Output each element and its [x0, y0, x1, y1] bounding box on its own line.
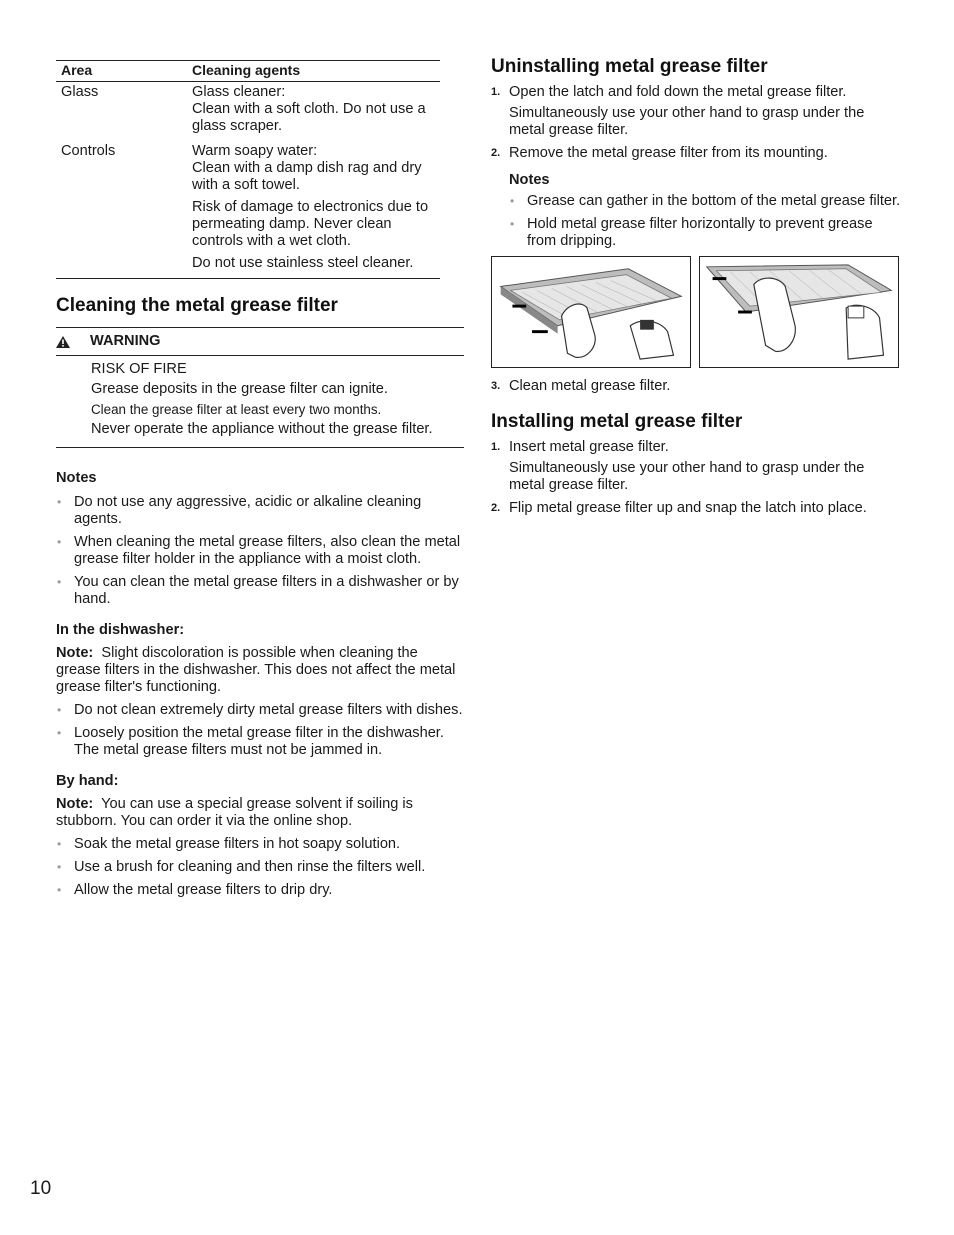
page-number: 10: [30, 1178, 52, 1199]
filter-removal-illustration: [491, 256, 691, 368]
step-text: Insert metal grease filter.: [509, 439, 669, 455]
step-number: 2.: [491, 502, 501, 514]
warning-line: RISK OF FIRE: [91, 361, 187, 377]
note-text: You can use a special grease solvent if soiling is stubborn. You can order it via the online shop.: [56, 796, 413, 829]
uninstall-step-3: [491, 378, 901, 395]
cleaning-agents-table: [56, 60, 440, 279]
notes-heading: Notes: [56, 470, 97, 486]
warning-line: Never operate the appliance without the grease filter.: [91, 421, 433, 437]
by-hand-note: [56, 796, 464, 830]
note-label: Note:: [56, 645, 94, 661]
dishwasher-list: [56, 702, 464, 759]
filter-holding-illustration: [699, 256, 899, 368]
notes-list: [509, 193, 901, 250]
warning-line: Clean the grease filter at least every two months.: [91, 402, 382, 417]
list-item: • Soak the metal grease filters in hot soapy solution.: [56, 836, 464, 853]
agent-text: Glass cleaner: Clean with a soft cloth. Do not use a glass scraper.: [192, 84, 426, 134]
warning-triangle-icon: [56, 336, 70, 348]
step-number: 1.: [491, 441, 501, 453]
list-item: • When cleaning the metal grease filters, also clean the metal grease filter holder in the appliance with a moist cloth.: [56, 534, 464, 568]
table-header-row: [56, 61, 440, 82]
agent-text: Do not use stainless steel cleaner.: [192, 255, 414, 271]
warning-label: WARNING: [90, 333, 161, 349]
step-item: [491, 439, 901, 494]
step-item: [491, 145, 901, 162]
step-text: Remove the metal grease filter from its mounting.: [509, 145, 828, 161]
step-number: 3.: [491, 380, 501, 392]
by-hand-heading: By hand:: [56, 773, 119, 789]
section-title-uninstalling: Uninstalling metal grease filter: [491, 56, 768, 77]
step-text: Simultaneously use your other hand to grasp under the metal grease filter.: [509, 105, 865, 138]
install-steps: [491, 439, 901, 517]
list-item: • Do not clean extremely dirty metal grease filters with dishes.: [56, 702, 464, 719]
note-label: Note:: [56, 796, 94, 812]
list-item: • You can clean the metal grease filters in a dishwasher or by hand.: [56, 574, 464, 608]
warning-line: Grease deposits in the grease filter can ignite.: [91, 381, 388, 397]
right-column: [491, 56, 901, 523]
list-item: • Loosely position the metal grease filter in the dishwasher. The metal grease filters must not be jammed in.: [56, 725, 464, 759]
note-text: Slight discoloration is possible when cleaning the grease filters in the dishwasher. This does not affect the metal grease filter's functioning.: [56, 645, 456, 695]
step-text: Open the latch and fold down the metal grease filter.: [509, 84, 847, 100]
left-column: [56, 60, 464, 905]
section-title-cleaning: Cleaning the metal grease filter: [56, 295, 338, 316]
dishwasher-heading: In the dishwasher:: [56, 622, 185, 638]
step-text: Clean metal grease filter.: [509, 378, 671, 394]
notes-list: [56, 494, 464, 608]
table-header-agents: Cleaning agents: [187, 61, 440, 82]
dishwasher-note: [56, 645, 464, 696]
step-number: 1.: [491, 86, 501, 98]
list-item: • Use a brush for cleaning and then rinse the filters well.: [56, 859, 464, 876]
table-cell-agents: [187, 82, 440, 142]
step-item: [491, 500, 901, 517]
section-title-installing: Installing metal grease filter: [491, 411, 743, 432]
illustrations: [491, 256, 901, 368]
table-cell-area: Glass: [61, 84, 99, 100]
list-item: • Allow the metal grease filters to drip dry.: [56, 882, 464, 899]
table-row: [56, 82, 440, 142]
uninstall-steps: [491, 84, 901, 162]
notes-heading: Notes: [509, 172, 550, 188]
table-header-area: Area: [56, 61, 187, 82]
step-text: Simultaneously use your other hand to grasp under the metal grease filter.: [509, 460, 865, 493]
list-item: • Hold metal grease filter horizontally to prevent grease from dripping.: [509, 216, 901, 250]
agent-text: Risk of damage to electronics due to permeating damp. Never clean controls with a wet cloth.: [192, 199, 429, 249]
table-row: [56, 141, 440, 279]
table-cell-area: Controls: [56, 141, 187, 279]
step-item: [491, 378, 901, 395]
warning-box: [56, 327, 464, 448]
step-item: [491, 84, 901, 139]
warning-body: [56, 356, 464, 438]
list-item: • Grease can gather in the bottom of the metal grease filter.: [509, 193, 901, 210]
list-item: • Do not use any aggressive, acidic or alkaline cleaning agents.: [56, 494, 464, 528]
step-number: 2.: [491, 147, 501, 159]
table-cell-agents: [187, 141, 440, 279]
warning-header: [56, 328, 464, 356]
agent-text: Warm soapy water: Clean with a damp dish rag and dry with a soft towel.: [192, 143, 422, 193]
uninstall-notes: [491, 172, 901, 250]
by-hand-list: [56, 836, 464, 899]
step-text: Flip metal grease filter up and snap the latch into place.: [509, 500, 867, 516]
